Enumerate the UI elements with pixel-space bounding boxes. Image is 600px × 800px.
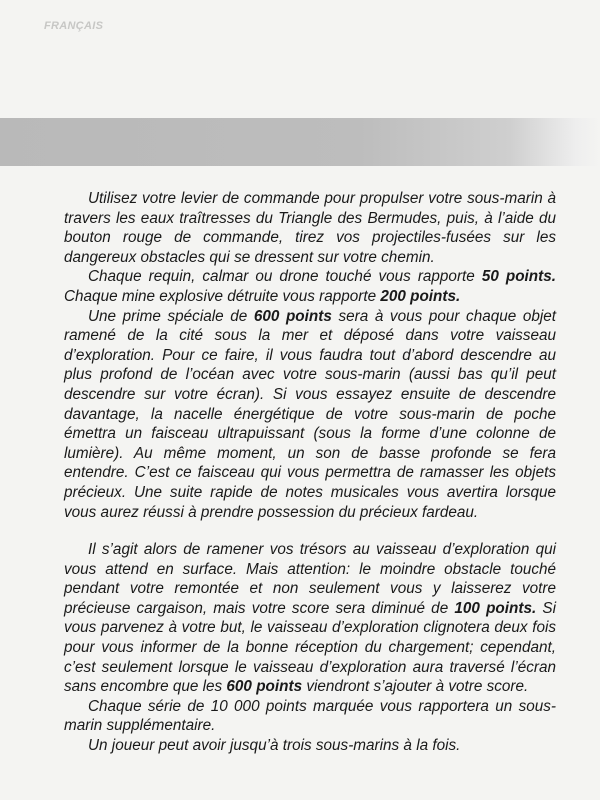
paragraph-controls [64,189,556,267]
paragraph-return [64,540,556,697]
text-segment: viendront s’ajouter à votre score. [302,678,529,696]
points-value: 200 points. [380,287,461,305]
header-band [0,118,600,166]
text-segment: Chaque série de 10 000 points marquée vous rapportera un sous-marin supplémentaire. [64,697,556,735]
text-segment: Un joueur peut avoir jusqu’à trois sous-marins à la fois. [88,737,461,755]
points-value: 100 points. [454,599,537,617]
paragraph-max-subs [64,736,556,756]
paragraph-scoring [64,267,556,306]
paragraph-bonus [64,307,556,523]
text-segment: Chaque requin, calmar ou drone touché vous rapporte [88,268,482,286]
text-segment: Chaque mine explosive détruite vous rapporte [64,287,381,305]
paragraph-extra-sub [64,697,556,736]
text-segment: Si vous parvenez à votre but, le vaisseau d’exploration clignotera deux fois pour vous informer de la bonne réception du chargement; cependant, c’est seulement lorsque le vaisseau d’exploration aura traversé l’écran sans encombre que les [64,599,557,696]
points-value: 600 points [253,307,332,325]
text-segment: Il s’agit alors de ramener vos trésors au vaisseau d’exploration qui vous attend en surface. Mais attention: le moindre obstacle touché pendant votre remontée et non seulement vous y laisserez votre précieuse cargaison, mais votre score sera diminué de [64,541,556,617]
language-header: FRANÇAIS [44,20,104,32]
text-segment: Une prime spéciale de [88,307,254,325]
points-value: 600 points [226,678,303,696]
text-segment: Utilisez votre levier de commande pour propulser votre sous-marin à travers les eaux traîtresses du Triangle des Bermudes, puis, à l’aide du bouton rouge de commande, tirez vos projectiles-fusées sur les dangereux obstacles qui se dressent sur votre chemin. [64,190,556,266]
text-segment: sera à vous pour chaque objet ramené de la cité sous la mer et déposé dans votre vaisseau d’exploration. Pour ce faire, il vous faudra tout d’abord descendre au plus profond de l’océan avec votre sous-marin (aussi bas qu’il peut descendre sur votre écran). Si vous essayez ensuite de descendre davantage, la nacelle énergétique de votre sous-marin de poche émettra un faisceau ultrapuissant (sous la forme d’une colonne de lumière). Au même moment, un son de basse profonde se fera entendre. C’est ce faisceau qui vous permettra de ramasser les objets précieux. Une suite rapide de notes musicales vous avertira lorsque vous aurez réussi à prendre possession du précieux fardeau. [64,307,556,521]
points-value: 50 points. [481,268,557,286]
instructions-text [64,189,556,756]
